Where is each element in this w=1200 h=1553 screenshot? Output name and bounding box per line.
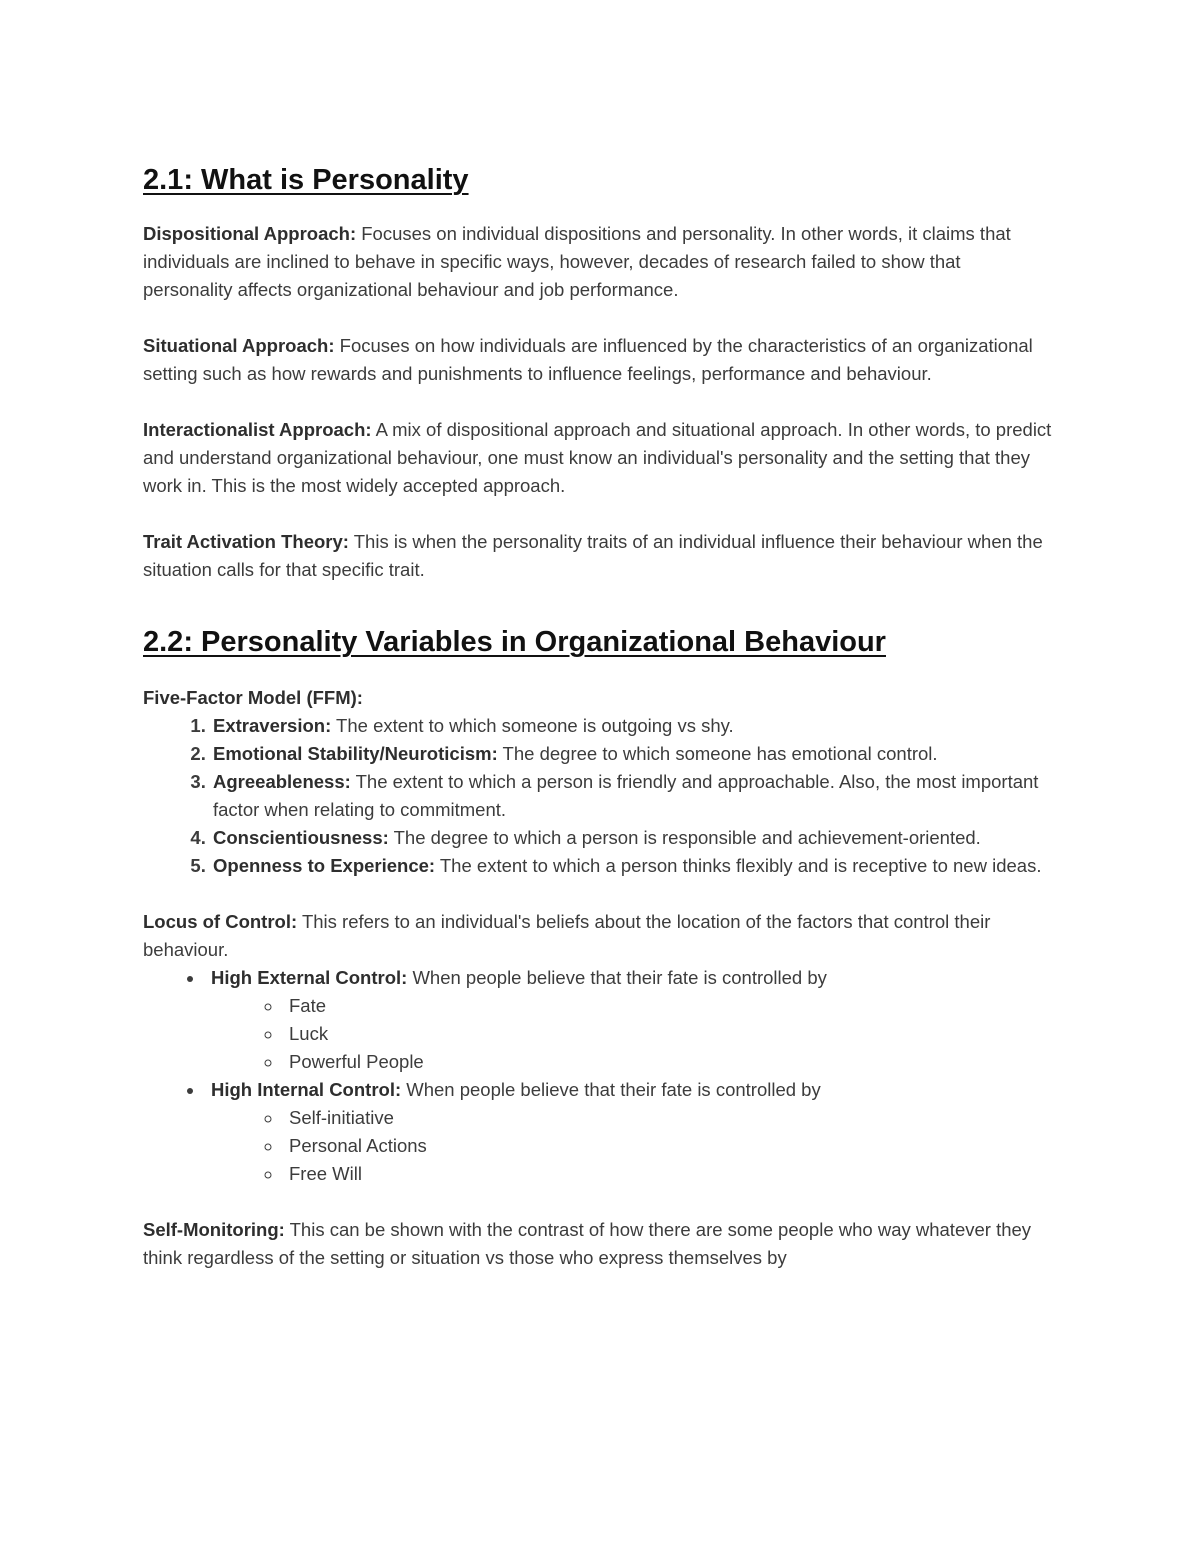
paragraph-trait-activation-theory	[143, 528, 1055, 584]
paragraph-dispositional-approach	[143, 220, 1055, 304]
paragraph-situational-approach	[143, 332, 1055, 388]
paragraph-interactionalist-approach	[143, 416, 1055, 500]
ffm-item-openness	[211, 852, 1055, 880]
term-openness: Openness to Experience:	[213, 855, 436, 876]
text-agreeableness: The extent to which a person is friendly and approachable. Also, the most important factor when relating to commitment.	[213, 771, 1039, 820]
section-heading-2-1: 2.1: What is Personality	[143, 164, 469, 196]
paragraph-locus-of-control	[143, 908, 1055, 964]
paragraph-self-monitoring	[143, 1216, 1055, 1272]
sub-bullet-free-will: ◦ Free Will	[283, 1160, 1055, 1188]
sub-bullet-fate: ◦ Fate	[283, 992, 1055, 1020]
text-emotional-stability: The degree to which someone has emotional control.	[497, 743, 938, 764]
text-high-internal-control: When people believe that their fate is controlled by	[401, 1079, 821, 1100]
term-conscientiousness: Conscientiousness:	[213, 827, 389, 848]
term-trait-activation-theory: Trait Activation Theory:	[143, 531, 349, 552]
ffm-list	[143, 712, 1055, 880]
sub-bullet-self-initiative: ◦ Self-initiative	[283, 1104, 1055, 1132]
term-high-external-control: High External Control:	[211, 967, 408, 988]
text-high-external-control: When people believe that their fate is controlled by	[407, 967, 827, 988]
sub-bullet-personal-actions: ◦ Personal Actions	[283, 1132, 1055, 1160]
bullet-high-external-control	[205, 964, 1055, 1076]
text-trait-activation-theory: This is when the personality traits of an individual influence their behaviour when the situation calls for that specific trait.	[143, 531, 1043, 580]
text-dispositional-approach: Focuses on individual dispositions and personality. In other words, it claims that individuals are inclined to behave in specific ways, however, decades of research failed to show that personality affects organizational behaviour and job performance.	[143, 223, 1011, 300]
sub-bullet-luck: ◦ Luck	[283, 1020, 1055, 1048]
ffm-item-agreeableness	[211, 768, 1055, 824]
term-locus-of-control: Locus of Control:	[143, 911, 298, 932]
text-self-monitoring: This can be shown with the contrast of how there are some people who way whatever they think regardless of the setting or situation vs those who express themselves by	[143, 1219, 1032, 1268]
term-self-monitoring: Self-Monitoring:	[143, 1219, 285, 1240]
term-high-internal-control: High Internal Control:	[211, 1079, 402, 1100]
high-external-control-sublist	[211, 992, 1055, 1076]
term-interactionalist-approach: Interactionalist Approach:	[143, 419, 372, 440]
term-agreeableness: Agreeableness:	[213, 771, 351, 792]
ffm-heading: Five-Factor Model (FFM):	[143, 687, 363, 708]
bullet-high-internal-control	[205, 1076, 1055, 1188]
locus-of-control-list	[143, 964, 1055, 1188]
text-extraversion: The extent to which someone is outgoing vs shy.	[331, 715, 734, 736]
sub-bullet-powerful-people: ◦ Powerful People	[283, 1048, 1055, 1076]
text-situational-approach: Focuses on how individuals are influenced by the characteristics of an organizational setting such as how rewards and punishments to influence feelings, performance and behaviour.	[143, 335, 1033, 384]
text-interactionalist-approach: A mix of dispositional approach and situational approach. In other words, to predict and understand organizational behaviour, one must know an individual's personality and the setting that they work in. This is the most widely accepted approach.	[143, 419, 1052, 496]
text-openness: The extent to which a person thinks flexibly and is receptive to new ideas.	[435, 855, 1042, 876]
high-internal-control-sublist	[211, 1104, 1055, 1188]
term-situational-approach: Situational Approach:	[143, 335, 335, 356]
ffm-item-extraversion	[211, 712, 1055, 740]
ffm-item-conscientiousness	[211, 824, 1055, 852]
section-heading-2-2: 2.2: Personality Variables in Organizational Behaviour	[143, 626, 886, 658]
term-dispositional-approach: Dispositional Approach:	[143, 223, 357, 244]
text-conscientiousness: The degree to which a person is responsible and achievement-oriented.	[388, 827, 981, 848]
term-emotional-stability: Emotional Stability/Neuroticism:	[213, 743, 498, 764]
text-locus-of-control: This refers to an individual's beliefs about the location of the factors that control their behaviour.	[143, 911, 991, 960]
term-extraversion: Extraversion:	[213, 715, 332, 736]
ffm-item-emotional-stability	[211, 740, 1055, 768]
